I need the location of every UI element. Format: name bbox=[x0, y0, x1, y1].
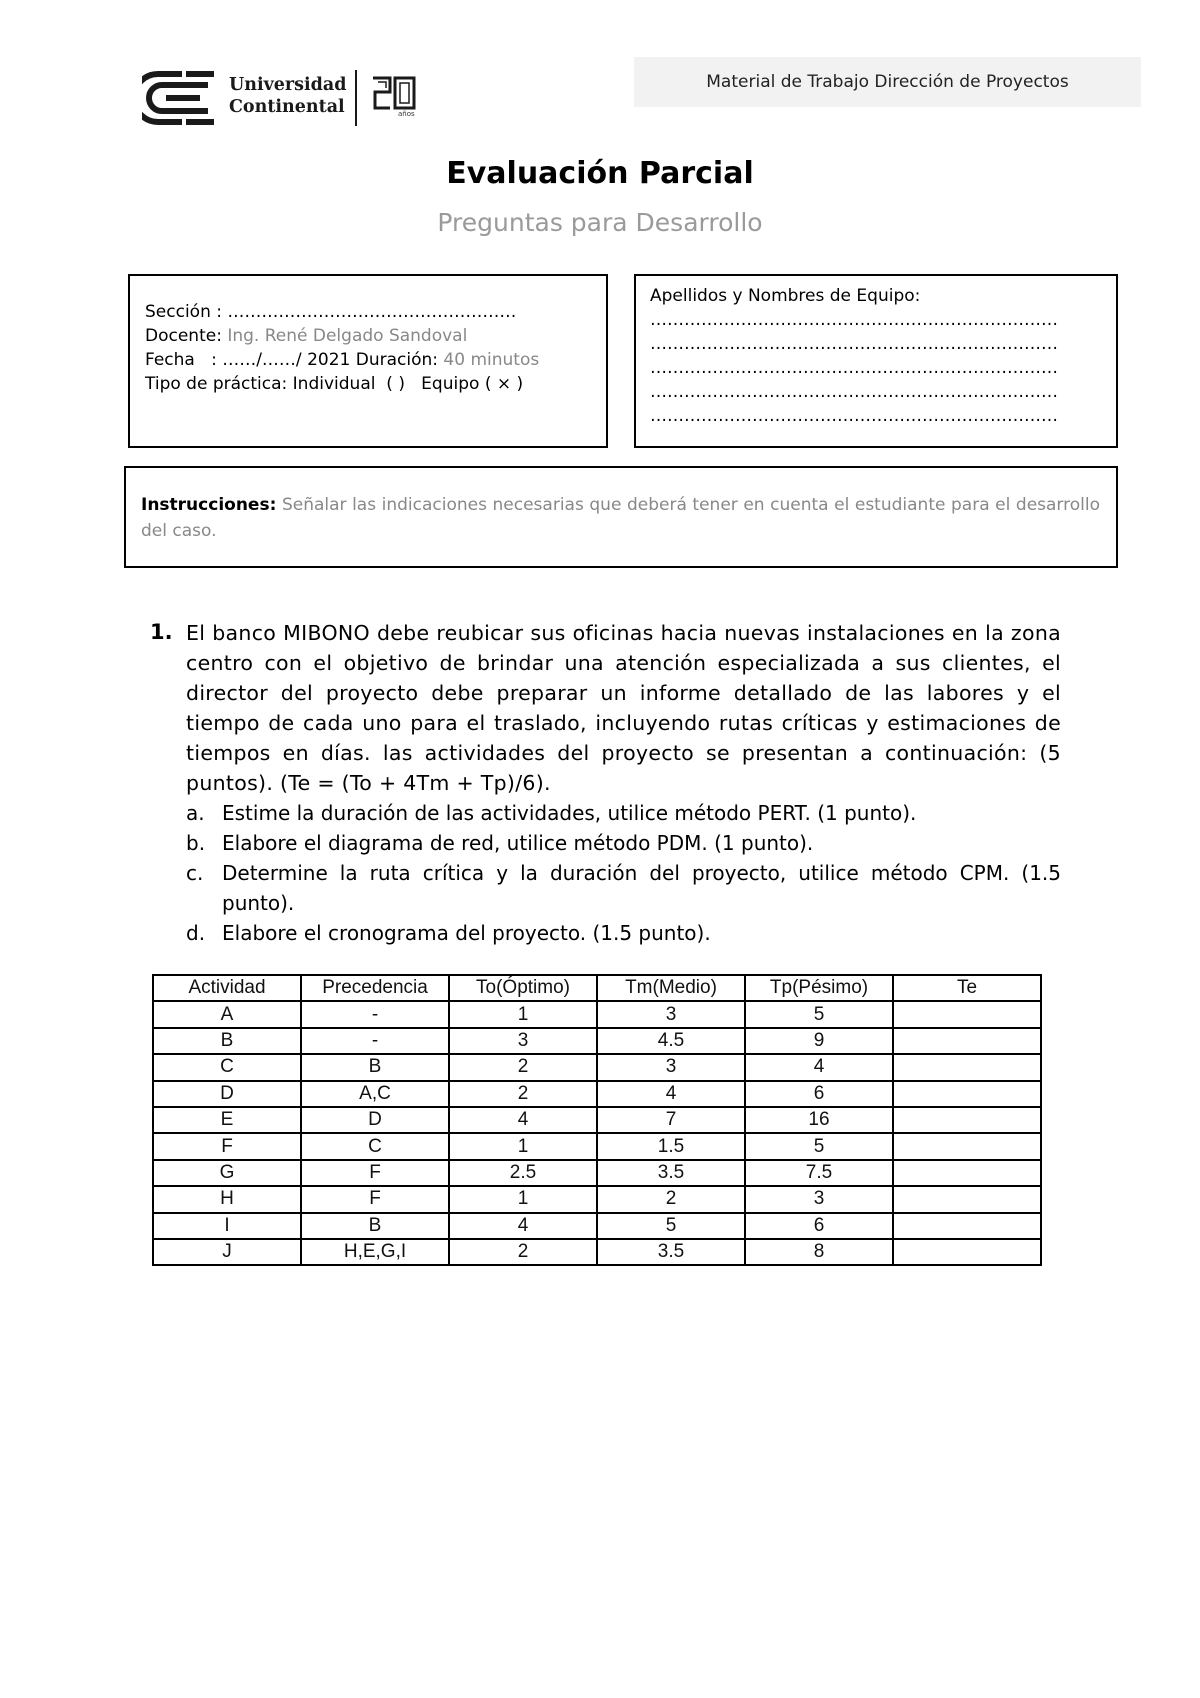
table-body bbox=[153, 1001, 1041, 1265]
table-row bbox=[153, 1213, 1041, 1239]
column-header: To(Óptimo) bbox=[449, 975, 597, 1001]
table-cell: 4 bbox=[449, 1107, 597, 1133]
logo-anos-label: años bbox=[398, 110, 415, 118]
table-cell: D bbox=[301, 1107, 449, 1133]
table-cell: B bbox=[301, 1054, 449, 1080]
logo-line1: Universidad bbox=[229, 75, 347, 95]
table-cell: - bbox=[301, 1028, 449, 1054]
table-cell: 5 bbox=[745, 1133, 893, 1159]
date-field[interactable]: : ……/……/ 2021 bbox=[211, 350, 351, 370]
question-item-letter: d. bbox=[186, 921, 206, 945]
table-row bbox=[153, 1054, 1041, 1080]
logo-divider bbox=[355, 70, 357, 126]
question-item bbox=[186, 918, 1061, 948]
team-name-field[interactable]: ……………………………………………………………… bbox=[650, 334, 1058, 354]
te-input-cell[interactable] bbox=[893, 1239, 1041, 1265]
teacher-value: Ing. René Delgado Sandoval bbox=[227, 326, 468, 346]
team-name-field[interactable]: ……………………………………………………………… bbox=[650, 382, 1058, 402]
table-cell: 3 bbox=[745, 1186, 893, 1212]
practice-type-row bbox=[145, 372, 539, 396]
table-cell: 1 bbox=[449, 1186, 597, 1212]
table-cell: 4 bbox=[745, 1054, 893, 1080]
table-cell: 2 bbox=[449, 1239, 597, 1265]
question-item-text: Elabore el diagrama de red, utilice método PDM. (1 punto). bbox=[222, 831, 814, 855]
table-cell: 2 bbox=[449, 1054, 597, 1080]
team-label: Apellidos y Nombres de Equipo: bbox=[650, 286, 921, 306]
question-item-letter: b. bbox=[186, 831, 206, 855]
page-subtitle: Preguntas para Desarrollo bbox=[437, 208, 763, 237]
te-input-cell[interactable] bbox=[893, 1213, 1041, 1239]
duration-value: 40 minutos bbox=[443, 350, 540, 370]
table-cell: 7.5 bbox=[745, 1160, 893, 1186]
te-input-cell[interactable] bbox=[893, 1054, 1041, 1080]
question-number: 1. bbox=[150, 620, 173, 644]
column-header: Precedencia bbox=[301, 975, 449, 1001]
table-cell: C bbox=[301, 1133, 449, 1159]
table-cell: C bbox=[153, 1054, 301, 1080]
section-field[interactable]: …………………………………………… bbox=[227, 302, 517, 322]
table-cell: D bbox=[153, 1081, 301, 1107]
question-item-text: Determine la ruta crítica y la duración del proyecto, utilice método CPM. (1.5 punto). bbox=[222, 861, 1061, 915]
team-name-field[interactable]: ……………………………………………………………… bbox=[650, 310, 1058, 330]
te-input-cell[interactable] bbox=[893, 1160, 1041, 1186]
table-cell: 2 bbox=[597, 1186, 745, 1212]
table-cell: 2 bbox=[449, 1081, 597, 1107]
table-cell: 4 bbox=[449, 1213, 597, 1239]
table-cell: 2.5 bbox=[449, 1160, 597, 1186]
date-row bbox=[145, 348, 539, 372]
table-cell: 3 bbox=[597, 1054, 745, 1080]
instructions-label: Instrucciones: bbox=[141, 495, 277, 515]
section-row bbox=[145, 300, 539, 324]
activities-table bbox=[152, 974, 1042, 1266]
table-row bbox=[153, 1028, 1041, 1054]
te-input-cell[interactable] bbox=[893, 1107, 1041, 1133]
table-cell: 1 bbox=[449, 1133, 597, 1159]
table-cell: - bbox=[301, 1001, 449, 1027]
table-header-row bbox=[153, 975, 1041, 1001]
instructions-paragraph bbox=[141, 492, 1100, 544]
table-cell: B bbox=[153, 1028, 301, 1054]
te-input-cell[interactable] bbox=[893, 1186, 1041, 1212]
table-cell: 7 bbox=[597, 1107, 745, 1133]
table-cell: B bbox=[301, 1213, 449, 1239]
section-label: Sección : bbox=[145, 302, 222, 322]
table-cell: 5 bbox=[597, 1213, 745, 1239]
table-cell: 3 bbox=[597, 1001, 745, 1027]
table-cell: 9 bbox=[745, 1028, 893, 1054]
table-cell: 6 bbox=[745, 1081, 893, 1107]
teacher-row bbox=[145, 324, 539, 348]
table-cell: 16 bbox=[745, 1107, 893, 1133]
table-cell: J bbox=[153, 1239, 301, 1265]
question-item bbox=[186, 798, 1061, 828]
university-emblem-icon bbox=[142, 70, 222, 126]
question-item-text: Estime la duración de las actividades, utilice método PERT. (1 punto). bbox=[222, 801, 917, 825]
table-cell: 4 bbox=[597, 1081, 745, 1107]
instructions-text: Señalar las indicaciones necesarias que deberá tener en cuenta el estudiante para el desarrollo del caso. bbox=[141, 495, 1100, 541]
table-cell: F bbox=[301, 1160, 449, 1186]
table-cell: 5 bbox=[745, 1001, 893, 1027]
table-row bbox=[153, 1107, 1041, 1133]
table-cell: H,E,G,I bbox=[301, 1239, 449, 1265]
question-body: El banco MIBONO debe reubicar sus oficinas hacia nuevas instalaciones en la zona centro con el objetivo de brindar una atención especializada a sus clientes, el director del proyecto debe preparar un informe detallado de las labores y el tiempo de cada uno para el traslado, incluyendo rutas críticas y estimaciones de tiempos en días. las actividades del proyecto se presentan a continuación: (5 puntos). (Te = (To + 4Tm + Tp)/6). bbox=[186, 621, 1061, 795]
document-header-label: Material de Trabajo Dirección de Proyectos bbox=[634, 57, 1141, 107]
te-input-cell[interactable] bbox=[893, 1133, 1041, 1159]
table-row bbox=[153, 1133, 1041, 1159]
question-item bbox=[186, 858, 1061, 918]
question-item-letter: c. bbox=[186, 861, 204, 885]
table-cell: E bbox=[153, 1107, 301, 1133]
practice-type-individual-label: Individual bbox=[292, 374, 376, 394]
instructions-box bbox=[124, 466, 1118, 568]
column-header: Tp(Pésimo) bbox=[745, 975, 893, 1001]
table-cell: F bbox=[301, 1186, 449, 1212]
table-cell: 6 bbox=[745, 1213, 893, 1239]
table-cell: 3.5 bbox=[597, 1239, 745, 1265]
team-name-field[interactable]: ……………………………………………………………… bbox=[650, 406, 1058, 426]
practice-type-label: Tipo de práctica: bbox=[145, 374, 288, 394]
duration-label: Duración: bbox=[355, 350, 438, 370]
question-item bbox=[186, 828, 1061, 858]
practice-type-team-label: Equipo bbox=[421, 374, 480, 394]
table-cell: 3.5 bbox=[597, 1160, 745, 1186]
table-cell: I bbox=[153, 1213, 301, 1239]
table-cell: 4.5 bbox=[597, 1028, 745, 1054]
logo-line2: Continental bbox=[229, 97, 345, 117]
column-header: Tm(Medio) bbox=[597, 975, 745, 1001]
te-input-cell[interactable] bbox=[893, 1001, 1041, 1027]
date-label: Fecha bbox=[145, 350, 195, 370]
practice-type-individual-checkbox[interactable]: ( ) bbox=[386, 374, 405, 394]
table-row bbox=[153, 1081, 1041, 1107]
table-cell: 8 bbox=[745, 1239, 893, 1265]
column-header: Actividad bbox=[153, 975, 301, 1001]
page-title: Evaluación Parcial bbox=[446, 156, 754, 191]
te-input-cell[interactable] bbox=[893, 1028, 1041, 1054]
column-header: Te bbox=[893, 975, 1041, 1001]
university-logo bbox=[142, 70, 432, 126]
table-cell: H bbox=[153, 1186, 301, 1212]
table-row bbox=[153, 1001, 1041, 1027]
table-cell: A bbox=[153, 1001, 301, 1027]
question-item-text: Elabore el cronograma del proyecto. (1.5 punto). bbox=[222, 921, 711, 945]
team-names-box bbox=[634, 274, 1118, 448]
exam-info-box bbox=[128, 274, 608, 448]
anniversary-20-icon bbox=[370, 74, 418, 112]
table-row bbox=[153, 1186, 1041, 1212]
te-input-cell[interactable] bbox=[893, 1081, 1041, 1107]
question-item-letter: a. bbox=[186, 801, 205, 825]
logo-wordmark bbox=[229, 74, 346, 118]
table-cell: F bbox=[153, 1133, 301, 1159]
practice-type-team-checkbox[interactable]: ( × ) bbox=[484, 374, 524, 394]
table-row bbox=[153, 1160, 1041, 1186]
table-row bbox=[153, 1239, 1041, 1265]
table-cell: G bbox=[153, 1160, 301, 1186]
table-cell: 1.5 bbox=[597, 1133, 745, 1159]
table-cell: A,C bbox=[301, 1081, 449, 1107]
table-cell: 3 bbox=[449, 1028, 597, 1054]
team-name-field[interactable]: ……………………………………………………………… bbox=[650, 358, 1058, 378]
teacher-label: Docente: bbox=[145, 326, 222, 346]
table-cell: 1 bbox=[449, 1001, 597, 1027]
